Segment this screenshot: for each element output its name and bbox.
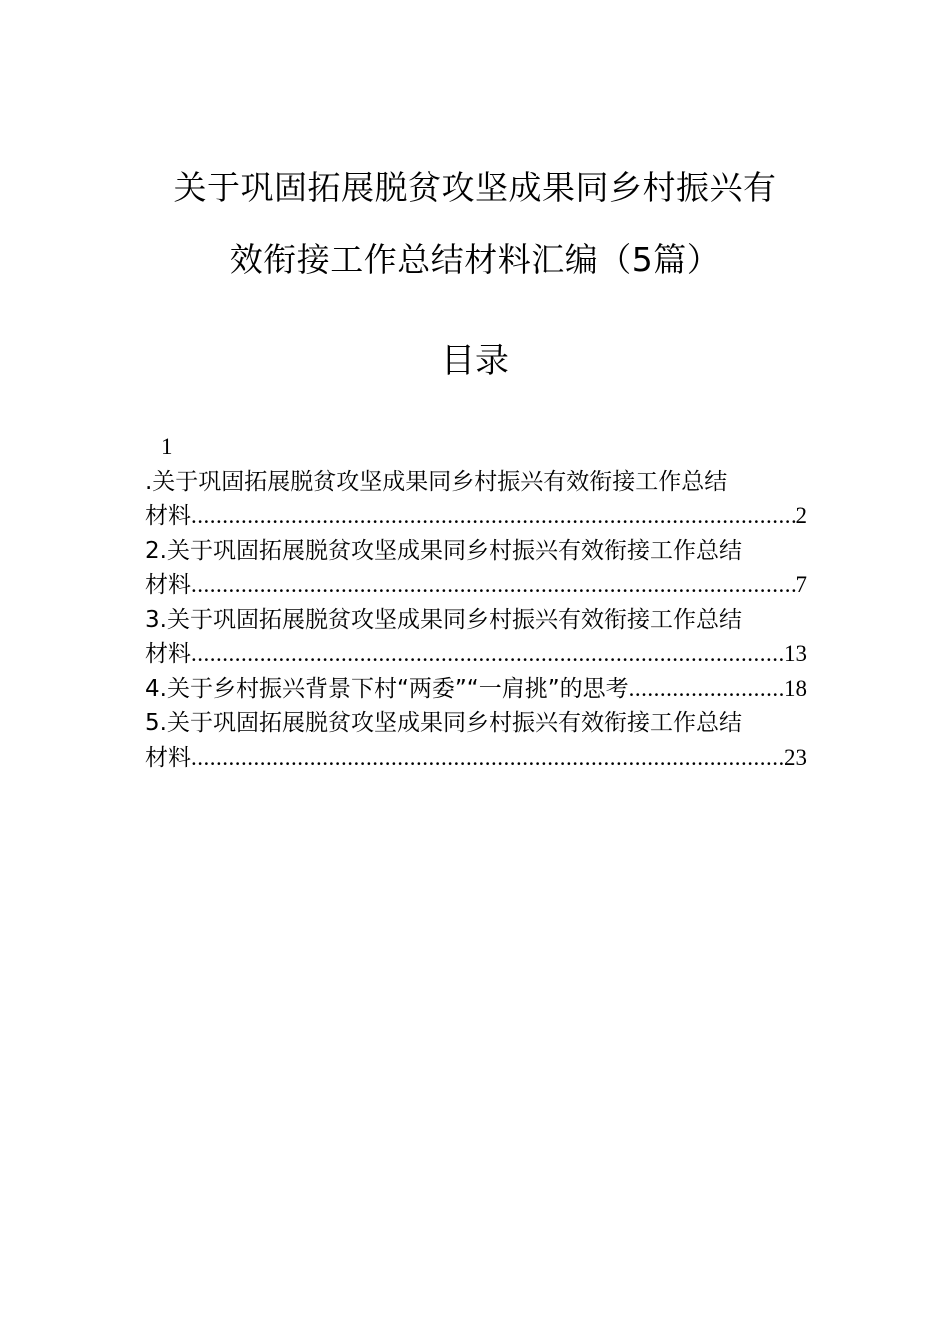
- toc-entry-2[interactable]: [145, 568, 807, 603]
- toc-entry-5-title-end: 材料: [145, 744, 191, 771]
- toc-dot-leader: [191, 741, 784, 776]
- toc-entry-2-title-end: 材料: [145, 572, 191, 598]
- toc-dot-leader: [629, 672, 784, 707]
- toc-entry-5-page: 23: [784, 744, 807, 770]
- toc-entry-4-title: 4.关于乡村振兴背景下村“两委”“一肩挑”的思考: [145, 675, 629, 702]
- toc-entry-2-title-line[interactable]: 2.关于巩固拓展脱贫攻坚成果同乡村振兴有效衔接工作总结: [145, 537, 742, 564]
- toc-entry-1-page: 2: [795, 503, 807, 528]
- toc-dot-leader: [191, 499, 796, 534]
- toc-entry-4-page: 18: [784, 675, 807, 701]
- toc-entry-3[interactable]: [145, 637, 807, 672]
- toc-entry-3-page: 13: [784, 641, 807, 666]
- toc-entry-5[interactable]: [145, 741, 807, 776]
- document-title-line-2: 效衔接工作总结材料汇编（5篇）: [229, 240, 721, 279]
- toc-dot-leader: [191, 637, 784, 672]
- toc-entry-1-title-line[interactable]: .关于巩固拓展脱贫攻坚成果同乡村振兴有效衔接工作总结: [145, 468, 728, 495]
- toc-entry-1-number: 1: [161, 434, 173, 459]
- toc-entry-5-title-line[interactable]: 5.关于巩固拓展脱贫攻坚成果同乡村振兴有效衔接工作总结: [145, 710, 742, 736]
- toc-entry-1-title-end: 材料: [145, 503, 191, 529]
- toc-entry-3-title-line[interactable]: 3.关于巩固拓展脱贫攻坚成果同乡村振兴有效衔接工作总结: [145, 606, 742, 633]
- table-of-contents: [145, 430, 807, 775]
- toc-entry-1[interactable]: [145, 499, 807, 534]
- toc-dot-leader: [191, 568, 796, 603]
- document-title-line-1: 关于巩固拓展脱贫攻坚成果同乡村振兴有: [173, 168, 777, 207]
- toc-heading: 目录: [441, 341, 509, 381]
- toc-entry-3-title-end: 材料: [145, 641, 191, 667]
- toc-entry-2-page: 7: [795, 572, 807, 597]
- toc-entry-4[interactable]: [145, 672, 807, 707]
